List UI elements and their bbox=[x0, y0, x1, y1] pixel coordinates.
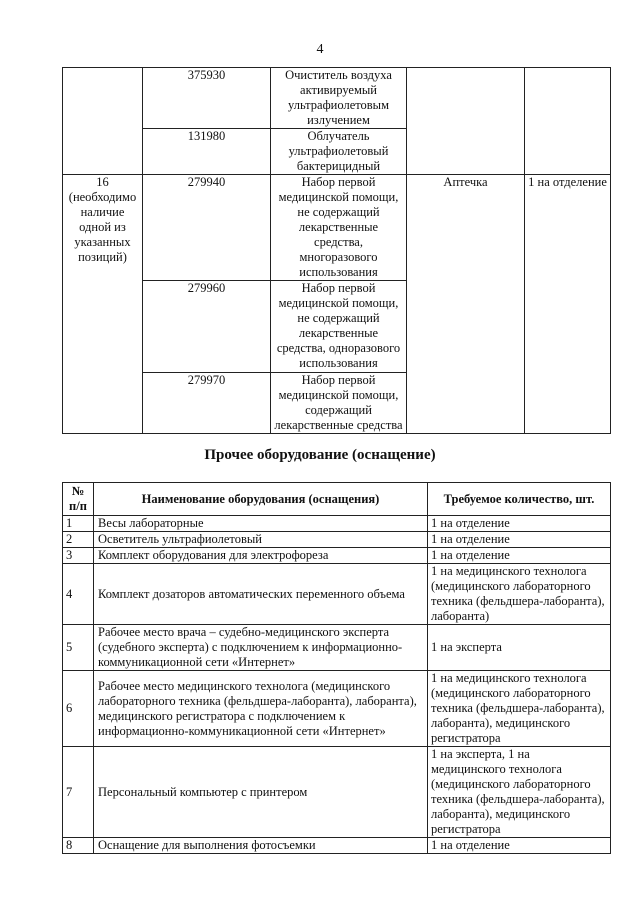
section-title: Прочее оборудование (оснащение) bbox=[204, 447, 436, 463]
table-row bbox=[63, 564, 611, 625]
row-name: Рабочее место врача – судебно-медицинского эксперта (судебного эксперта) с подключением к информационно-коммуникационной сети «Интернет» bbox=[94, 625, 428, 671]
row-name: Комплект дозаторов автоматических переменного объема bbox=[94, 564, 428, 625]
equipment-table-continued bbox=[62, 67, 611, 434]
table-row bbox=[63, 175, 611, 281]
table-header-row bbox=[63, 483, 611, 516]
table-row bbox=[63, 532, 611, 548]
name-cell: Набор первой медицинской помощи, содержащий лекарственные средства bbox=[271, 373, 407, 434]
row-number: 4 bbox=[63, 564, 94, 625]
empty-cell bbox=[407, 68, 525, 175]
name-cell: Набор первой медицинской помощи, не содержащий лекарственные средства, одноразового использования bbox=[271, 281, 407, 373]
header-name: Наименование оборудования (оснащения) bbox=[94, 483, 428, 516]
row-number: 2 bbox=[63, 532, 94, 548]
code-cell: 279960 bbox=[143, 281, 271, 373]
table-row bbox=[63, 838, 611, 854]
row-name: Персональный компьютер с принтером bbox=[94, 747, 428, 838]
table-row bbox=[63, 747, 611, 838]
row-number: 7 bbox=[63, 747, 94, 838]
name-cell: Облучатель ультрафиолетовый бактерицидный bbox=[271, 129, 407, 175]
row-qty: 1 на медицинского технолога (медицинского лабораторного техника (фельдшера-лаборанта), лаборанта), медицинского регистратора bbox=[428, 671, 611, 747]
table-row bbox=[63, 548, 611, 564]
row-name: Осветитель ультрафиолетовый bbox=[94, 532, 428, 548]
group-number-cell: 16 (необходимо наличие одной из указанных позиций) bbox=[63, 175, 143, 434]
row-qty: 1 на медицинского технолога (медицинского лабораторного техника (фельдшера-лаборанта), лаборанта) bbox=[428, 564, 611, 625]
row-number: 6 bbox=[63, 671, 94, 747]
header-qty: Требуемое количество, шт. bbox=[428, 483, 611, 516]
row-name: Комплект оборудования для электрофореза bbox=[94, 548, 428, 564]
table-row bbox=[63, 625, 611, 671]
row-qty: 1 на эксперта, 1 на медицинского технолога (медицинского лабораторного техника (фельдшера-лаборанта), лаборанта), медицинского регистратора bbox=[428, 747, 611, 838]
header-num: № п/п bbox=[63, 483, 94, 516]
empty-cell bbox=[63, 68, 143, 175]
table-row bbox=[63, 68, 611, 129]
name-cell: Очиститель воздуха активируемый ультрафиолетовым излучением bbox=[271, 68, 407, 129]
other-equipment-table bbox=[62, 482, 611, 854]
row-qty: 1 на отделение bbox=[428, 532, 611, 548]
quantity-cell: 1 на отделение bbox=[525, 175, 611, 434]
table-row bbox=[63, 516, 611, 532]
row-number: 3 bbox=[63, 548, 94, 564]
row-qty: 1 на отделение bbox=[428, 548, 611, 564]
row-name: Рабочее место медицинского технолога (медицинского лабораторного техника (фельдшера-лаборанта), лаборанта), медицинского регистратора с подключением к информационно-коммуникационной сети «Интернет» bbox=[94, 671, 428, 747]
row-qty: 1 на эксперта bbox=[428, 625, 611, 671]
row-name: Оснащение для выполнения фотосъемки bbox=[94, 838, 428, 854]
page-number: 4 bbox=[316, 42, 324, 57]
type-cell: Аптечка bbox=[407, 175, 525, 434]
row-qty: 1 на отделение bbox=[428, 516, 611, 532]
row-number: 8 bbox=[63, 838, 94, 854]
code-cell: 279940 bbox=[143, 175, 271, 281]
name-cell: Набор первой медицинской помощи, не содержащий лекарственные средства, многоразового использования bbox=[271, 175, 407, 281]
empty-cell bbox=[525, 68, 611, 175]
row-qty: 1 на отделение bbox=[428, 838, 611, 854]
code-cell: 375930 bbox=[143, 68, 271, 129]
code-cell: 131980 bbox=[143, 129, 271, 175]
row-name: Весы лабораторные bbox=[94, 516, 428, 532]
code-cell: 279970 bbox=[143, 373, 271, 434]
row-number: 1 bbox=[63, 516, 94, 532]
row-number: 5 bbox=[63, 625, 94, 671]
table-row bbox=[63, 671, 611, 747]
